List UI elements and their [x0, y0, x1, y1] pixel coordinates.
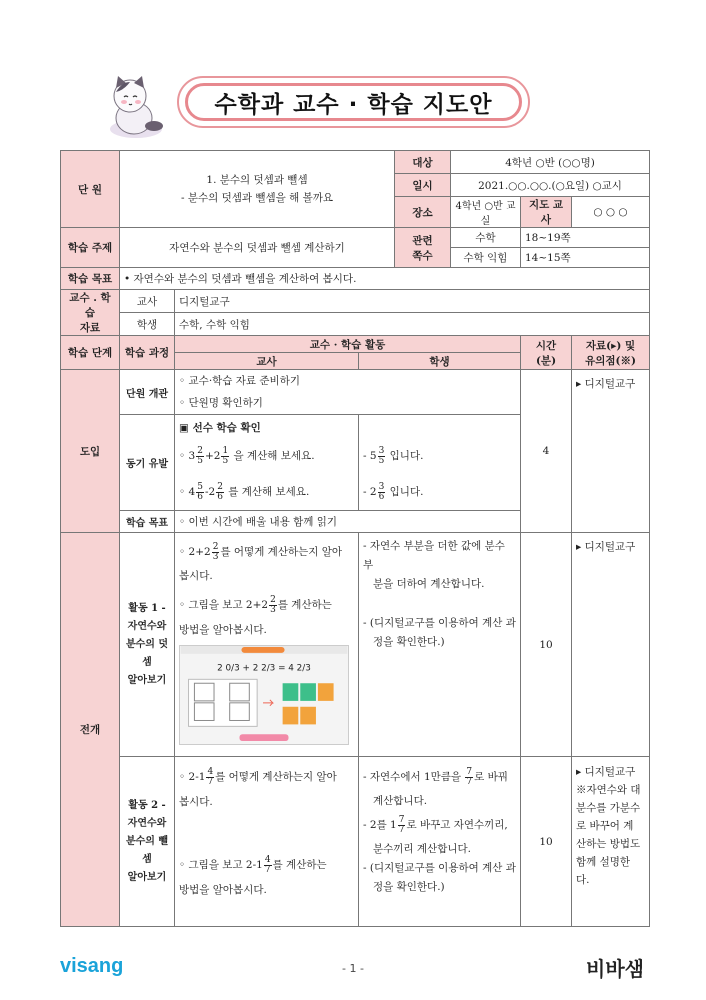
intro-open-2: ◦ 단원명 확인하기 [179, 397, 263, 409]
visang-logo: visang [60, 955, 124, 977]
resources-header [572, 336, 650, 370]
time-header-2: (분) [535, 354, 557, 367]
s4-num: 7 [398, 814, 405, 825]
act2-l3: 분수의 뺄셈 [125, 835, 169, 865]
q1-pre: ◦ 3 [179, 450, 196, 462]
a2-num: 3 [378, 481, 385, 492]
intro-motive-teacher [175, 415, 359, 511]
intro-open-label: 단원 개관 [120, 370, 175, 415]
student-header: 학생 [359, 353, 521, 370]
materials-label [61, 290, 120, 336]
q2-a-num: 5 [197, 481, 203, 492]
t3-l2: 봅시다. [179, 796, 213, 808]
t4-l2: 방법을 알아봅시다. [179, 884, 267, 896]
act2-l4: 알아보기 [127, 871, 167, 883]
intro-goal-label: 학습 목표 [120, 511, 175, 533]
act2-res-3: 분수를 가분수 [576, 802, 641, 814]
date-value: 2021.○○.○○.(○요일) ○교시 [451, 174, 650, 197]
a1-post: 입니다. [389, 450, 424, 462]
process-header: 학습 과정 [120, 336, 175, 370]
target-value: 4학년 ○반 (○○명) [451, 151, 650, 174]
book1: 수학 [451, 228, 521, 248]
s4-frac [398, 816, 406, 835]
a2-pre: - 2 [363, 486, 377, 498]
s5-l1: - (디지털교구를 이용하여 계산 과 [363, 862, 516, 874]
act1-label [120, 533, 175, 757]
act1-student [359, 533, 521, 757]
act2-l1: 활동 2 - [128, 799, 166, 811]
related-label-1: 관련 [412, 234, 433, 247]
goal-label: 학습 목표 [61, 268, 120, 290]
unit-line1: 1. 분수의 덧셈과 뺄셈 [206, 174, 308, 186]
act1-l4: 알아보기 [127, 674, 167, 686]
q1-mid: +2 [204, 450, 221, 462]
t4-frac [264, 856, 272, 875]
s4 [363, 811, 516, 839]
t1-pre: ◦ 2+2 [179, 546, 211, 558]
act1-l2: 자연수와 [127, 620, 167, 632]
resources-header-2: 유의점(※) [585, 354, 636, 367]
t4-pre: ◦ 그림을 보고 2-1 [179, 859, 263, 871]
act2-res-4: 로 바꾸어 계 [576, 820, 634, 832]
resources-header-1: 자료(▸) 및 [585, 339, 636, 352]
s3-pre: - 자연수에서 1만큼을 [363, 771, 462, 783]
dev-stage: 전개 [61, 533, 120, 927]
intro-open-content [175, 370, 521, 415]
topic-label: 학습 주제 [61, 228, 120, 268]
place-value: 4학년 ○반 교실 [451, 197, 521, 228]
a1 [363, 438, 516, 474]
a2-frac [378, 483, 386, 502]
a2-den: 6 [378, 491, 385, 502]
t3-den: 7 [207, 776, 214, 787]
t3 [179, 763, 354, 791]
a2-post: 입니다. [389, 486, 424, 498]
a2 [363, 474, 516, 510]
pages2: 14~15쪽 [521, 248, 650, 268]
act2-time: 10 [521, 757, 572, 927]
t2-frac [269, 596, 277, 615]
time-header [521, 336, 572, 370]
s4-den: 7 [398, 824, 405, 835]
materials-student-value: 수학, 수학 익힘 [175, 313, 650, 336]
target-label: 대상 [395, 151, 451, 174]
pages1: 18~19쪽 [521, 228, 650, 248]
act1-l3: 분수의 덧셈 [125, 638, 169, 668]
t4-post: 를 계산하는 [272, 859, 327, 871]
act1-time: 10 [521, 533, 572, 757]
t2-num: 2 [270, 594, 276, 605]
q2-mid: -2 [204, 486, 216, 498]
title-frame-inner [185, 83, 522, 121]
s5-l2: 정을 확인한다.) [373, 881, 445, 893]
t2-pre: ◦ 그림을 보고 2+2 [179, 599, 269, 611]
digital-tool-screenshot [179, 645, 349, 745]
stage-header: 학습 단계 [61, 336, 120, 370]
q2-post: 를 계산해 보세요. [228, 486, 310, 498]
teacher-label: 지도 교사 [521, 197, 572, 228]
act2-res-7: 다. [576, 874, 590, 886]
t1-post: 를 어떻게 계산하는지 알아 [220, 546, 343, 558]
s1-l1: - 자연수 부분을 더한 값에 분수 부 [363, 540, 505, 571]
act1-teacher [175, 533, 359, 757]
digi-equation: 2 0/3 + 2 2/3 = 4 2/3 [217, 663, 311, 674]
date-label: 일시 [395, 174, 451, 197]
teacher-value: ○ ○ ○ [572, 197, 650, 228]
topic-value: 자연수와 분수의 덧셈과 뺄셈 계산하기 [120, 228, 395, 268]
intro-res: ▸ 디지털교구 [572, 370, 650, 533]
q1-frac-b [221, 447, 229, 466]
unit-label: 단 원 [61, 151, 120, 228]
place-label: 장소 [395, 197, 451, 228]
q2-b-num: 2 [217, 481, 223, 492]
t2-post: 를 계산하는 [277, 599, 332, 611]
act2-res-1: ▸ 디지털교구 [576, 766, 636, 778]
act2-label [120, 757, 175, 927]
q2 [179, 474, 354, 510]
unit-cell [120, 151, 395, 228]
a1-num: 3 [378, 445, 385, 456]
vivasam-logo: 비바샘 [586, 957, 644, 981]
a1-den: 5 [378, 455, 385, 466]
unit-line2: - 분수의 덧셈과 뺄셈을 해 볼까요 [180, 192, 334, 204]
t3-frac [206, 768, 214, 787]
goal-value: • 자연수와 분수의 덧셈과 뺄셈을 계산하여 봅시다. [120, 268, 650, 290]
intro-motive-label: 동기 유발 [120, 415, 175, 511]
t1 [179, 539, 354, 565]
q2-frac-b [216, 483, 224, 502]
related-pages-label [395, 228, 451, 268]
s3-l2: 계산합니다. [373, 795, 428, 807]
q2-b-den: 6 [217, 491, 223, 502]
intro-goal-text: ◦ 이번 시간에 배울 내용 함께 읽기 [175, 511, 521, 533]
s3-post: 로 바꿔 [474, 771, 508, 783]
related-label-2: 쪽수 [412, 249, 433, 262]
q1-a-den: 5 [197, 455, 203, 466]
t3-post: 를 어떻게 계산하는지 알아 [215, 771, 337, 783]
act1-l1: 활동 1 - [128, 602, 166, 614]
time-header-1: 시간 [535, 339, 557, 352]
lesson-plan-table [60, 150, 650, 927]
act2-res-6: 함께 설명한 [576, 856, 631, 868]
q1-a-num: 2 [197, 445, 203, 456]
q2-a-den: 6 [197, 491, 203, 502]
activity-header: 교수 · 학습 활동 [175, 336, 521, 353]
s3-num: 7 [466, 766, 473, 777]
s1-l2: 분을 더하여 계산합니다. [373, 578, 485, 590]
materials-student-label: 학생 [120, 313, 175, 336]
t4-num: 4 [264, 854, 271, 865]
t2 [179, 591, 354, 619]
teacher-header: 교사 [175, 353, 359, 370]
act2-l2: 자연수와 [127, 817, 167, 829]
act1-res: ▸ 디지털교구 [572, 533, 650, 757]
act2-student [359, 757, 521, 927]
page-number: - 1 - [342, 962, 364, 975]
intro-motive-student [359, 415, 521, 511]
t1-den: 3 [212, 551, 219, 562]
t2-l2: 방법을 알아봅시다. [179, 624, 267, 636]
t3-pre: ◦ 2-1 [179, 771, 206, 783]
cat-mascot-icon [100, 74, 170, 140]
s4-l2: 분수끼리 계산합니다. [373, 843, 471, 855]
q1-post: 을 계산해 보세요. [233, 450, 315, 462]
q2-pre: ◦ 4 [179, 486, 196, 498]
materials-label-1: 교수 . 학습 [69, 292, 111, 319]
t4 [179, 851, 354, 879]
page-title: 수학과 교수 · 학습 지도안 [214, 91, 493, 118]
t1-num: 2 [212, 541, 219, 552]
t1-l2: 봅시다. [179, 570, 213, 582]
act2-res [572, 757, 650, 927]
act2-teacher [175, 757, 359, 927]
s2-l1: - (디지털교구를 이용하여 계산 과 [363, 617, 516, 629]
s3-den: 7 [466, 776, 473, 787]
intro-open-1: ◦ 교수·학습 자료 준비하기 [179, 375, 300, 387]
title-frame [177, 76, 530, 128]
s3 [363, 763, 516, 791]
q1-b-den: 5 [222, 455, 229, 466]
q2-frac-a [196, 483, 204, 502]
t3-num: 4 [207, 766, 214, 777]
act2-res-2: ※자연수와 대 [576, 784, 641, 796]
t4-den: 7 [264, 864, 271, 875]
q1-frac-a [196, 447, 204, 466]
materials-teacher-value: 디지털교구 [175, 290, 650, 313]
q1-b-num: 1 [222, 445, 229, 456]
t1-frac [212, 543, 220, 562]
s4-pre: - 2를 1 [363, 819, 397, 831]
book2: 수학 익힘 [451, 248, 521, 268]
s4-post: 로 바꾸고 자연수끼리, [406, 819, 508, 831]
s3-frac [465, 768, 473, 787]
a1-pre: - 5 [363, 450, 377, 462]
t2-den: 3 [270, 604, 276, 615]
act2-res-5: 산하는 방법도 [576, 838, 641, 850]
materials-teacher-label: 교사 [120, 290, 175, 313]
prior-learning-title: ▣ 선수 학습 확인 [179, 422, 261, 434]
s2-l2: 정을 확인한다.) [373, 636, 445, 648]
a1-frac [378, 447, 386, 466]
materials-label-2: 자료 [79, 322, 101, 334]
q1 [179, 438, 354, 474]
intro-stage: 도입 [61, 370, 120, 533]
intro-time: 4 [521, 370, 572, 533]
